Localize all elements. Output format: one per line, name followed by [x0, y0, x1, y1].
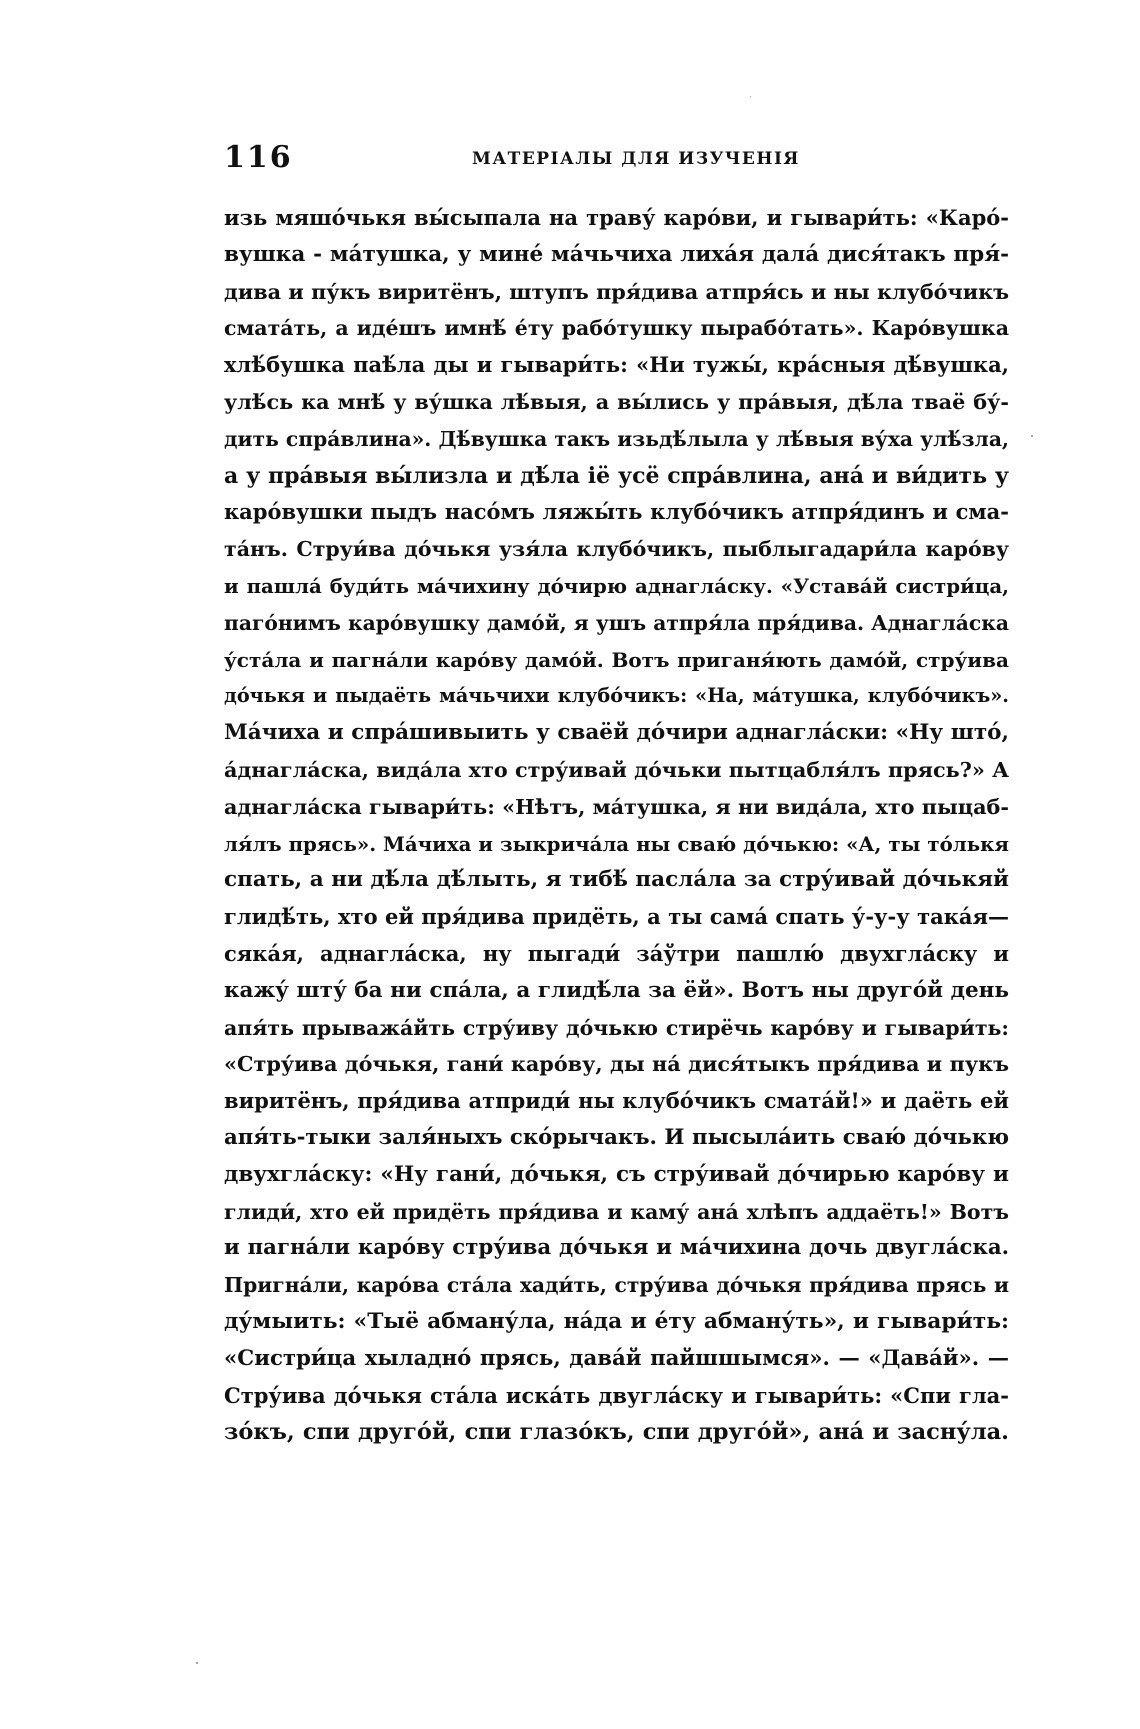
text-line: дить спра́влина». Дѣ́вушка такъ изьдѣ́лыла у лѣ́выя ву́ха улѣ́зла, [224, 426, 1009, 451]
text-line: а́днагла́ска, вида́ла хто стру́ивай до́чьки пытцабля́лъ прясь?» А [224, 757, 1009, 782]
text-line: паго́нимъ каро́вушку дамо́й, я ушъ атпря́ла пря́дива. Аднагла́ска [224, 610, 1009, 635]
text-line: вушка - ма́тушка, у мине́ ма́чьчиха лиха́я дала́ дися́такъ пря́- [224, 241, 1009, 267]
page-header [224, 138, 1009, 178]
text-line: «Стру́ива до́чькя, гани́ каро́ву, ды на́ дися́тыкъ пря́дива и пукъ [224, 1052, 1009, 1077]
text-line: Стру́ива до́чькя ста́ла иска́ть двугла́ску и гывари́ть: «Спи гла- [224, 1382, 1009, 1408]
text-line: апя́ть прыважа́йть стру́иву до́чькю стирёчь каро́ву и гывари́ть: [224, 1015, 1009, 1040]
text-line: изь мяшо́чькя вы́сыпала на траву́ каро́ви, и гывари́ть: «Каро́- [224, 205, 1009, 230]
text-line: до́чькя и пыдаёть ма́чьчихи клубо́чикъ: «На, ма́тушка, клубо́чикъ». [224, 684, 1009, 708]
text-line: ля́лъ прясь». Ма́чиха и зыкрича́ла ны сваю́ до́чькю: «А, ты то́лькя [224, 831, 1009, 856]
text-line: Ма́чиха и спра́шивыить у сваёй до́чири аднагла́ски: «Ну што́, [224, 720, 1009, 746]
page-number: 116 [224, 140, 293, 175]
text-line: хлѣ́бушка паѣ́ла ды и гывари́ть: «Ни тужы́, кра́сныя дѣ́вушка, [224, 352, 1009, 378]
text-line: сяка́я, аднагла́ска, ну пыгади́ за́ўтри пашлю́ двухгла́ску и [224, 940, 1009, 966]
scan-speck [196, 1662, 198, 1664]
text-line: виритёнъ, пря́дива атприди́ ны клубо́чикъ смата́й!» и даёть ей [224, 1088, 1009, 1114]
text-line: ду́мыить: «Тыё абману́ла, на́да и е́ту абману́ть», и гывари́ть: [224, 1308, 1009, 1334]
text-line: у́ста́ла и пагна́ли каро́ву дамо́й. Вотъ приганя́ють дамо́й, стру́ива [224, 647, 1009, 672]
text-line: а у пра́выя вы́лизла и дѣ́ла іё усё спра́влина, ана́ и ви́дить у [224, 462, 1009, 489]
text-line: «Систри́ца хыладно́ прясь, дава́й пайшшымся». — «Дава́й». — [224, 1345, 1009, 1371]
text-line: зо́къ, спи друго́й, спи глазо́къ, спи друго́й», ана́ и засну́ла. [224, 1419, 1009, 1446]
text-line: глиди́, хто ей придёть пря́дива и каму́ ана́ хлѣпъ аддаёть!» Вотъ [224, 1199, 1009, 1224]
scan-speck [1031, 435, 1033, 437]
body-text [224, 200, 1009, 1451]
running-title: МАТЕРІАЛЫ ДЛЯ ИЗУЧЕНІЯ [472, 149, 800, 169]
text-line: спать, а ни дѣ́ла дѣ́лыть, я тибѣ́ пасла́ла за стру́ивай до́чькяй [224, 867, 1009, 893]
text-line: кажу́ шту́ ба ни спа́ла, а глидѣ́ла за ёй». Вотъ ны друго́й день [224, 977, 1009, 1003]
scan-speck [750, 96, 751, 97]
text-line: апя́ть-тыки заля́ныхъ ско́рычакъ. И пысыла́ить сваю́ до́чькю [224, 1124, 1009, 1150]
text-line: улѣ́сь ка мнѣ́ у ву́шка лѣ́выя, а вы́лись у пра́выя, дѣ́ла тваё бу́- [224, 389, 1009, 414]
text-line: глидѣ́ть, хто ей пря́дива придёть, а ты сама́ спать у́-у-у така́я— [224, 904, 1009, 930]
text-line: аднагла́ска гывари́ть: «Нѣтъ, ма́тушка, я ни вида́ла, хто пыцаб- [224, 794, 1009, 819]
text-line: и пагна́ли каро́ву стру́ива до́чькя и ма́чихина дочь двугла́ска. [224, 1235, 1009, 1261]
text-line: двухгла́ску: «Ну гани́, до́чькя, съ стру́ивай до́чирью каро́ву и [224, 1161, 1009, 1187]
text-line: та́нъ. Струи́ва до́чькя узя́ла клубо́чикъ, пыблыгадари́ла каро́ву [224, 537, 1009, 562]
text-line: смата́ть, а иде́шъ имнѣ́ е́ту рабо́тушку пырабо́тать». Каро́вушка [224, 316, 1009, 341]
text-line: каро́вушки пыдъ насо́мъ ляжы́ть клубо́чикъ атпря́динъ и сма- [224, 499, 1009, 525]
text-line: Пригна́ли, каро́ва ста́ла хади́ть, стру́ива до́чькя пря́дива прясь и [224, 1273, 1009, 1298]
text-line: дива и пу́къ виритёнъ, штупъ пря́дива атпря́сь и ны клубо́чикъ [224, 279, 1009, 304]
text-line: и пашла́ буди́ть ма́чихину до́чирю аднагла́ску. «Устава́й систри́ца, [224, 573, 1009, 598]
